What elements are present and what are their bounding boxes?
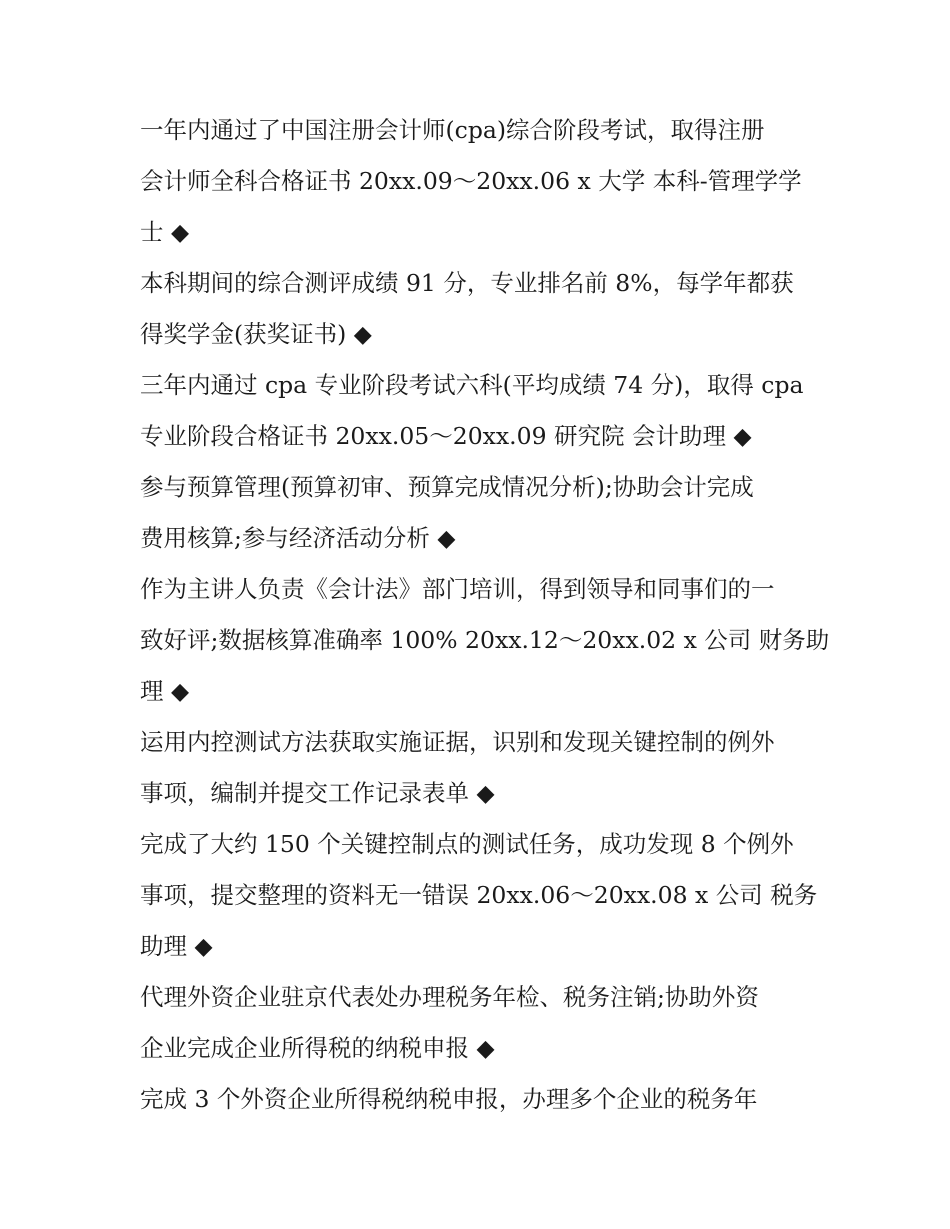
text-line: 企业完成企业所得税的纳税申报 ◆ — [140, 1034, 495, 1062]
resume-text-body — [140, 105, 830, 1125]
text-line: 代理外资企业驻京代表处办理税务年检、税务注销;协助外资 — [140, 983, 759, 1011]
text-line: 理 ◆ — [140, 677, 190, 705]
text-line: 事项，编制并提交工作记录表单 ◆ — [140, 779, 495, 807]
text-line: 运用内控测试方法获取实施证据，识别和发现关键控制的例外 — [140, 728, 775, 756]
text-line: 事项，提交整理的资料无一错误 20xx.06～20xx.08 x 公司 税务 — [140, 881, 818, 909]
text-line: 作为主讲人负责《会计法》部门培训，得到领导和同事们的一 — [140, 575, 775, 603]
text-line: 士 ◆ — [140, 218, 190, 246]
text-line: 一年内通过了中国注册会计师(cpa)综合阶段考试，取得注册 — [140, 116, 765, 144]
text-line: 完成了大约 150 个关键控制点的测试任务，成功发现 8 个例外 — [140, 830, 794, 858]
text-line: 三年内通过 cpa 专业阶段考试六科(平均成绩 74 分)，取得 cpa — [140, 371, 804, 399]
text-line: 参与预算管理(预算初审、预算完成情况分析);协助会计完成 — [140, 473, 754, 501]
text-line: 专业阶段合格证书 20xx.05～20xx.09 研究院 会计助理 ◆ — [140, 422, 752, 450]
text-line: 完成 3 个外资企业所得税纳税申报，办理多个企业的税务年 — [140, 1085, 758, 1113]
text-line: 致好评;数据核算准确率 100% 20xx.12～20xx.02 x 公司 财务助 — [140, 626, 830, 654]
text-line: 会计师全科合格证书 20xx.09～20xx.06 x 大学 本科-管理学学 — [140, 167, 802, 195]
text-line: 助理 ◆ — [140, 932, 213, 960]
text-line: 本科期间的综合测评成绩 91 分，专业排名前 8%，每学年都获 — [140, 269, 794, 297]
text-line: 得奖学金(获奖证书) ◆ — [140, 320, 372, 348]
text-line: 费用核算;参与经济活动分析 ◆ — [140, 524, 456, 552]
